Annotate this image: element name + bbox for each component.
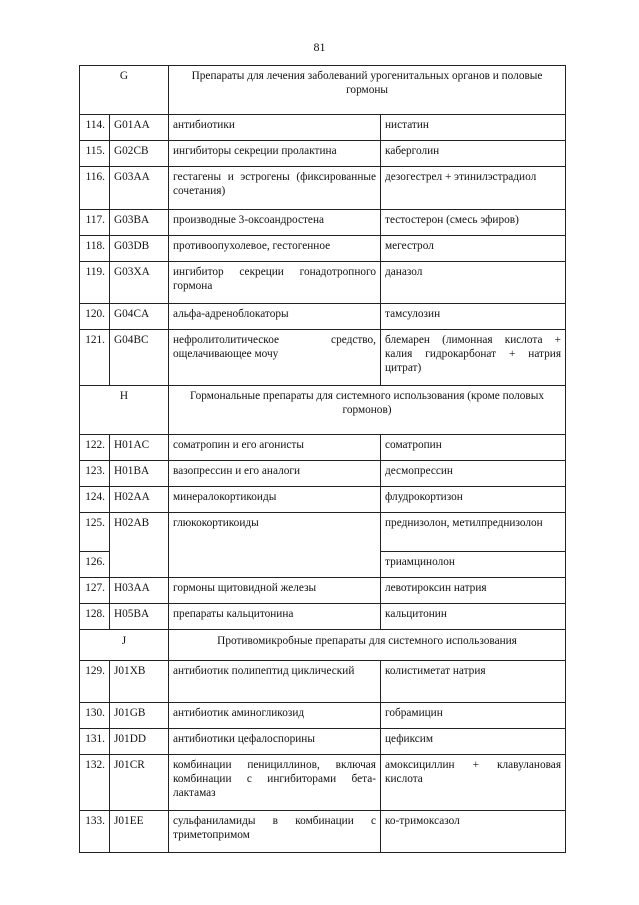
table-row xyxy=(80,435,566,461)
table-row xyxy=(80,210,566,236)
table-row xyxy=(80,330,566,386)
atc-code: H03AA xyxy=(110,578,169,604)
row-number: 132. xyxy=(80,755,110,811)
row-number: 121. xyxy=(80,330,110,386)
pharm-group: гестагены и эстрогены (фиксированные сочетания) xyxy=(169,167,381,210)
atc-code: H02AB xyxy=(110,513,169,578)
pharm-group: сульфаниламиды в комбинации с триметопримом xyxy=(169,811,381,853)
row-number: 118. xyxy=(80,236,110,262)
atc-code: G04BC xyxy=(110,330,169,386)
row-number: 123. xyxy=(80,461,110,487)
row-number: 119. xyxy=(80,262,110,304)
table-row xyxy=(80,513,566,552)
pharm-group: антибиотики цефалоспорины xyxy=(169,729,381,755)
pharm-group: вазопрессин и его аналоги xyxy=(169,461,381,487)
row-number: 120. xyxy=(80,304,110,330)
group-letter: H xyxy=(80,386,169,435)
row-number: 124. xyxy=(80,487,110,513)
pharm-group: производные 3-оксоандростена xyxy=(169,210,381,236)
group-title: Противомикробные препараты для системного использования xyxy=(169,630,566,661)
atc-code: G02CB xyxy=(110,141,169,167)
drug-name: даназол xyxy=(381,262,566,304)
drug-name: десмопрессин xyxy=(381,461,566,487)
table-row xyxy=(80,729,566,755)
drug-name: гобрамицин xyxy=(381,703,566,729)
pharm-group: нефролитолитическое средство, ощелачивающее мочу xyxy=(169,330,381,386)
table-row xyxy=(80,461,566,487)
table-row xyxy=(80,661,566,703)
group-title: Препараты для лечения заболеваний урогенитальных органов и половые гормоны xyxy=(169,66,566,115)
row-number: 133. xyxy=(80,811,110,853)
pharm-group: антибиотик аминогликозид xyxy=(169,703,381,729)
pharm-group: антибиотики xyxy=(169,115,381,141)
group-header-g xyxy=(80,66,566,115)
drug-name: левотироксин натрия xyxy=(381,578,566,604)
group-letter: J xyxy=(80,630,169,661)
table-row xyxy=(80,167,566,210)
drug-name: соматропин xyxy=(381,435,566,461)
row-number: 115. xyxy=(80,141,110,167)
atc-code: G03BA xyxy=(110,210,169,236)
pharm-group: препараты кальцитонина xyxy=(169,604,381,630)
drug-name: цефиксим xyxy=(381,729,566,755)
pharm-group: антибиотик полипептид циклический xyxy=(169,661,381,703)
drug-name: блемарен (лимонная кислота + калия гидрокарбонат + натрия цитрат) xyxy=(381,330,566,386)
drug-name: дезогестрел + этинилэстрадиол xyxy=(381,167,566,210)
table-row xyxy=(80,811,566,853)
drug-name: кальцитонин xyxy=(381,604,566,630)
row-number: 117. xyxy=(80,210,110,236)
row-number: 126. xyxy=(80,552,110,578)
page-number: 81 xyxy=(313,40,326,54)
table-row xyxy=(80,755,566,811)
table-row xyxy=(80,304,566,330)
pharm-group: альфа-адреноблокаторы xyxy=(169,304,381,330)
pharm-group: соматропин и его агонисты xyxy=(169,435,381,461)
atc-code: J01XB xyxy=(110,661,169,703)
drug-name: мегестрол xyxy=(381,236,566,262)
atc-code: H01AC xyxy=(110,435,169,461)
atc-code: J01EE xyxy=(110,811,169,853)
pharm-group: ингибиторы секреции пролактина xyxy=(169,141,381,167)
group-title: Гормональные препараты для системного использования (кроме половых гормонов) xyxy=(169,386,566,435)
table-row xyxy=(80,236,566,262)
atc-code: G03XA xyxy=(110,262,169,304)
drug-name: нистатин xyxy=(381,115,566,141)
drug-name: колистиметат натрия xyxy=(381,661,566,703)
drug-name: преднизолон, метилпреднизолон xyxy=(381,513,566,552)
drug-name: ко-тримоксазол xyxy=(381,811,566,853)
row-number: 128. xyxy=(80,604,110,630)
atc-code: J01GB xyxy=(110,703,169,729)
drug-name: триамцинолон xyxy=(381,552,566,578)
table-row xyxy=(80,141,566,167)
table-row xyxy=(80,604,566,630)
group-header-j xyxy=(80,630,566,661)
pharm-group: комбинации пенициллинов, включая комбинации с ингибиторами бета-лактамаз xyxy=(169,755,381,811)
row-number: 114. xyxy=(80,115,110,141)
row-number: 127. xyxy=(80,578,110,604)
atc-code: H05BA xyxy=(110,604,169,630)
row-number: 116. xyxy=(80,167,110,210)
drug-name: тамсулозин xyxy=(381,304,566,330)
pharm-group: гормоны щитовидной железы xyxy=(169,578,381,604)
group-letter: G xyxy=(80,66,169,115)
row-number: 125. xyxy=(80,513,110,552)
atc-code: J01CR xyxy=(110,755,169,811)
pharm-group: противоопухолевое, гестогенное xyxy=(169,236,381,262)
drug-name: флудрокортизон xyxy=(381,487,566,513)
atc-code: H02AA xyxy=(110,487,169,513)
table-row xyxy=(80,262,566,304)
atc-code: G03DB xyxy=(110,236,169,262)
atc-code: G04CA xyxy=(110,304,169,330)
atc-code: G01AA xyxy=(110,115,169,141)
atc-code: J01DD xyxy=(110,729,169,755)
table-row xyxy=(80,703,566,729)
pharm-group: глюкокортикоиды xyxy=(169,513,381,578)
drug-name: каберголин xyxy=(381,141,566,167)
row-number: 129. xyxy=(80,661,110,703)
pharm-group: минералокортикоиды xyxy=(169,487,381,513)
atc-code: G03AA xyxy=(110,167,169,210)
table-row xyxy=(80,115,566,141)
drug-table xyxy=(79,65,566,853)
row-number: 130. xyxy=(80,703,110,729)
drug-name: амоксициллин + клавулановая кислота xyxy=(381,755,566,811)
pharm-group: ингибитор секреции гонадотропного гормона xyxy=(169,262,381,304)
row-number: 131. xyxy=(80,729,110,755)
table-row xyxy=(80,487,566,513)
table-row xyxy=(80,578,566,604)
group-header-h xyxy=(80,386,566,435)
row-number: 122. xyxy=(80,435,110,461)
atc-code: H01BA xyxy=(110,461,169,487)
drug-name: тестостерон (смесь эфиров) xyxy=(381,210,566,236)
